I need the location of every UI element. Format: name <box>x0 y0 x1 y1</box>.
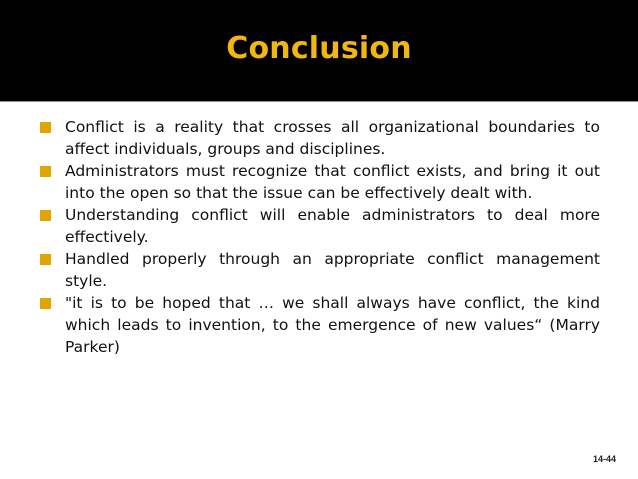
bullet-item <box>40 116 600 160</box>
bullet-item <box>40 160 600 204</box>
bullet-text: "it is to be hoped that … we shall always have conflict, the kind which leads to invention, to the emergence of new values“ (Marry Parker) <box>65 294 600 356</box>
square-bullet-icon <box>40 210 51 221</box>
bullet-item <box>40 248 600 292</box>
square-bullet-icon <box>40 298 51 309</box>
bullet-item <box>40 204 600 248</box>
page-number: 14-44 <box>592 454 616 464</box>
bullet-item <box>40 292 600 358</box>
slide-title: Conclusion <box>226 31 412 66</box>
bullet-text: Conflict is a reality that crosses all organizational boundaries to affect individuals, groups and disciplines. <box>65 118 600 158</box>
bullet-text: Handled properly through an appropriate conflict management style. <box>65 250 600 290</box>
square-bullet-icon <box>40 122 51 133</box>
bullet-text: Understanding conflict will enable administrators to deal more effectively. <box>65 206 600 246</box>
bullet-text: Administrators must recognize that conflict exists, and bring it out into the open so that the issue can be effectively dealt with. <box>65 162 600 202</box>
square-bullet-icon <box>40 166 51 177</box>
bullet-list <box>40 116 600 358</box>
square-bullet-icon <box>40 254 51 265</box>
title-bar <box>0 0 638 102</box>
